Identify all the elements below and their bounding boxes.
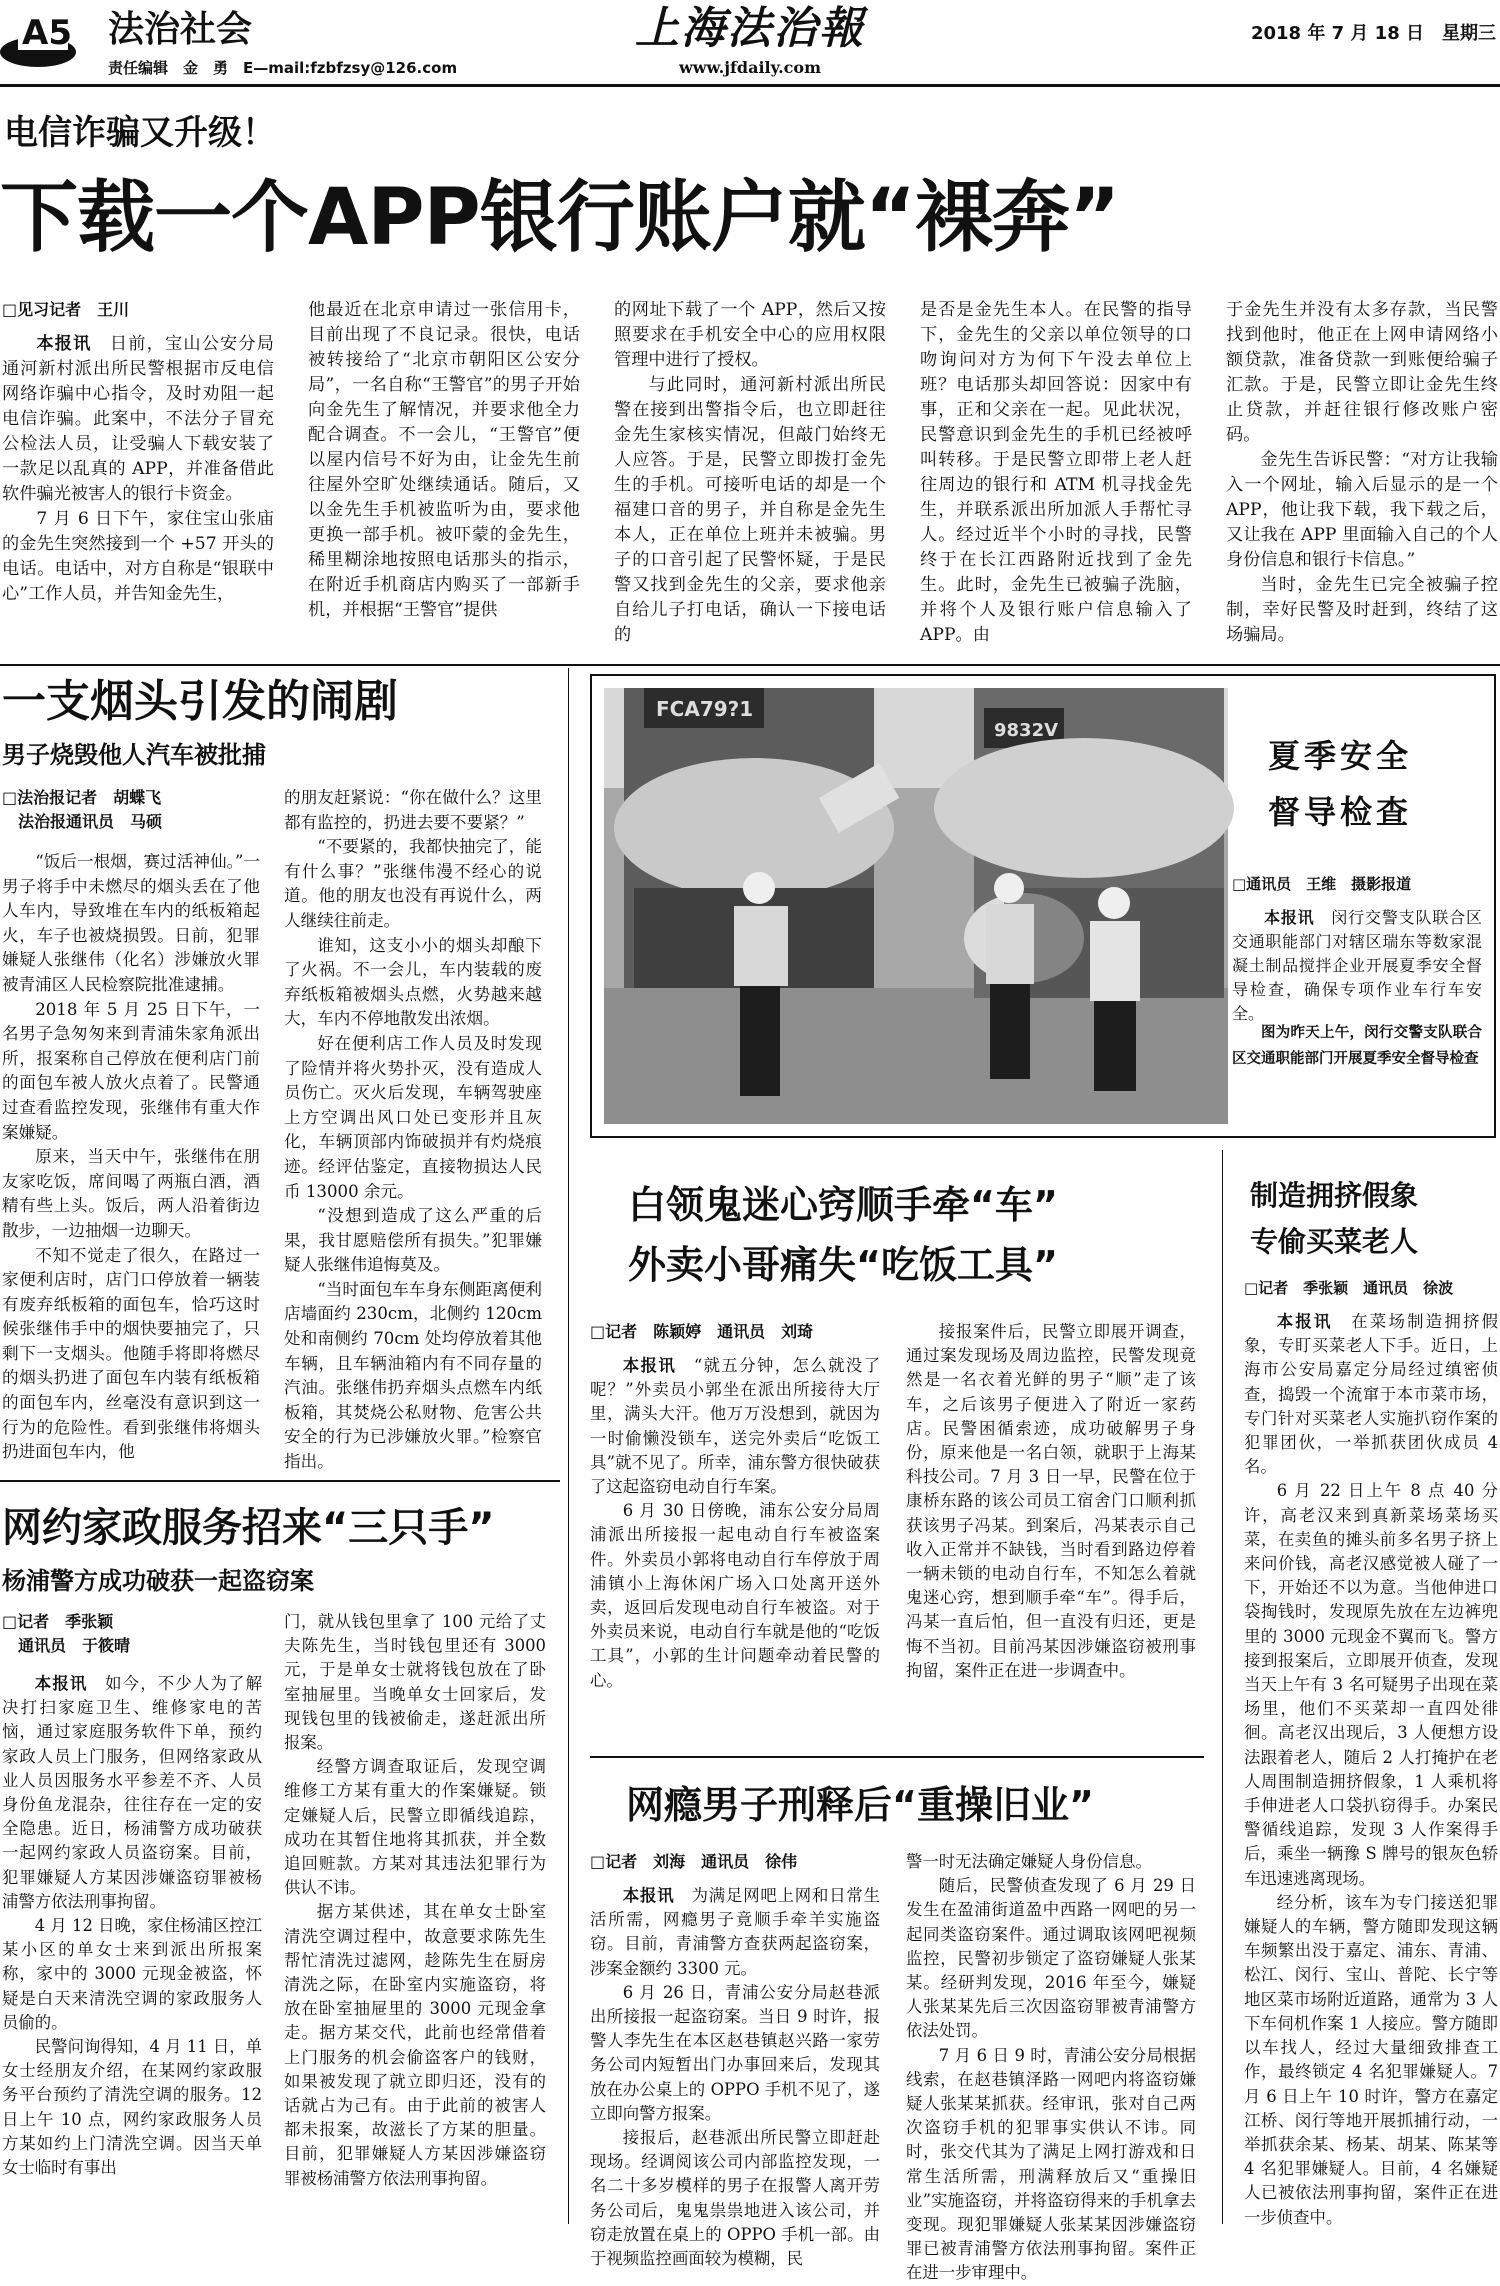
paragraph: 6 月 22 日上午 8 点 40 分许，高老汉来到真新菜场菜场买菜，在卖鱼的摊头前多名男子挤上来问价钱，高老汉感觉被人碰了一下，开始还不以为意。当他伸进口袋掏钱时，发现原先放在左边裤兜里的 3000 元现金不翼而飞。警方接到报案后，立即展开侦查，发现当天上午有 3 名可疑男子出现在菜场里，他们不买菜却一直四处徘徊。高老汉出现后，3 人便想方设法跟着老人，随后 2 人打掩护在老人周围制造拥挤假象，1 人乘机将手伸进老人口袋扒窃得手。办案民警循线追踪，发现 3 人作案得手后，乘坐一辆豫 S 牌号的银灰色轿车迅速逃离现场。	[1244, 1481, 1498, 1888]
kicker: 电信诈骗又升级！	[4, 113, 276, 153]
headline-cigarette: 一支烟头引发的闹剧	[2, 676, 398, 727]
paragraph: 接报后，赵巷派出所民警立即赶赴现场。经调阅该公司内部监控发现，一名二十多岁模样的男子在报警人离开劳务公司后，鬼鬼祟祟地进入该公司，并窃走放置在桌上的 OPPO 手机一部。由于视频监控画面较为模糊，民	[590, 2128, 880, 2269]
byline: □记者 季张颖	[2, 1612, 114, 1631]
paragraph: 本报讯 日前，宝山公安分局通河新村派出所民警根据市反电信网络诈骗中心指令，及时劝阻一起电信诈骗。此案中，不法分子冒充公检法人员，让受骗人下载安装了一款足以乱真的 APP，并准备借此软件骗光被害人的银行卡资金。	[2, 334, 274, 504]
plate-1: FCA79?1	[656, 697, 754, 721]
paragraph: “不要紧的，我都快抽完了，能有什么事？”张继伟漫不经心的说道。他的朋友也没有再说什么，两人继续往前走。	[284, 837, 542, 930]
news-photo	[604, 688, 1228, 1124]
a5-column-2	[906, 1850, 1196, 2283]
paragraph: 不知不觉走了很久，在路过一家便利店时，店门口停放着一辆装有废弃纸板箱的面包车，恰巧这时候张继伟手中的烟快要抽完了，只剩下一支烟头。他随手将即将燃尽的烟头扔进了面包车内装有纸板箱的面包车内，丝毫没有意识到这一行为的危险性。看到张继伟将烟头扔进面包车内，他	[2, 1245, 260, 1462]
photo-byline: □通讯员 王维 摄影报道	[1232, 875, 1412, 893]
paragraph: 6 月 30 日傍晚，浦东公安分局周浦派出所接报一起电动自行车被盗案件。外卖员小郭将电动自行车停放于周浦镇小上海休闲广场入口处离开送外卖，返回后发现电动自行车被盗。对于外卖员来说，电动自行车就是他的“吃饭工具”，小郭的生计问题牵动着民警的心。	[590, 1501, 880, 1690]
paragraph: 经警方调查取证后，发现空调维修工方某有重大的作案嫌疑。锁定嫌疑人后，民警立即循线追踪，成功在其暂住地将其抓获，并全数追回赃款。方某对其违法犯罪行为供认不讳。	[284, 1757, 546, 1898]
paragraph: 的网址下载了一个 APP，然后又按照要求在手机安全中心的应用权限管理中进行了授权。	[614, 300, 886, 370]
a1-column-1	[2, 298, 274, 660]
editor-line: 责任编辑 金 勇 E—mail:fzbfzsy@126.com	[108, 59, 458, 77]
subhead-cigarette: 男子烧毁他人汽车被批捕	[2, 741, 266, 769]
paragraph: 4 月 12 日晚，家住杨浦区控江某小区的单女士来到派出所报案称，家中的 3000 元现金被盗，怀疑是白天来清洗空调的家政服务人员偷的。	[2, 1916, 263, 2032]
headline-main: 下载一个APP银行账户就“裸奔”	[0, 173, 1120, 263]
plate-2: 9832V	[994, 720, 1059, 741]
paragraph: 经分析，该车为专门接送犯罪嫌疑人的车辆，警方随即发现这辆车频繁出没于嘉定、浦东、青浦、松江、闵行、宝山、普陀、长宁等地区菜市场附近道路，通常为 3 人下车伺机作案 1 人接应。警方随即以车找人，经过大量细致排查工作，最终锁定 4 名犯罪嫌疑人。7 月 6 日上午 10 时许，警方在嘉定江桥、闵行等地开展抓捕行动，一举抓获余某、杨某、胡某、陈某等 4 名犯罪嫌疑人。目前，4 名嫌疑人已被依法刑事拘留，案件正在进一步侦查中。	[1244, 1892, 1498, 2227]
a3-column-1	[2, 1610, 262, 2224]
photo-title-1: 夏季安全	[1268, 737, 1413, 775]
divider	[0, 664, 1500, 666]
paragraph: 7 月 6 日 9 时，青浦公安分局根据线索，在赵巷镇泽路一网吧内将盗窃嫌疑人张某某抓获。经审讯，张对自己两次盗窃手机的犯罪事实供认不讳。同时，张交代其为了满足上网打游戏和日常生活所需，刑满释放后又“重操旧业”实施盗窃，并将盗窃得来的手机拿去变现。现犯罪嫌疑人张某某因涉嫌盗窃罪已被青浦警方依法刑事拘留。案件正在进一步审理中。	[906, 2045, 1196, 2283]
byline: 通讯员 于筱晴	[2, 1636, 131, 1655]
paper-url: www.jfdaily.com	[678, 58, 822, 77]
photo-text: 本报讯 闵行交警支队联合区交通职能部门对辖区瑞东等数家混凝土制品搅拌企业开展夏季安全督导检查，确保专项作业车行车安全。	[1232, 908, 1482, 1023]
subhead-housekeeping: 杨浦警方成功破获一起盗窃案	[2, 1567, 314, 1595]
paragraph: 是否是金先生本人。在民警的指导下，金先生的父亲以单位领导的口吻询问对方为何下午没去单位上班？电话那头却回答说：因家中有事，正和父亲在一起。见此状况，民警意识到金先生的手机已经被呼叫转移。于是民警立即带上老人赶往周边的银行和 ATM 机寻找金先生，并联系派出所加派人手帮忙寻人。经过近半个小时的寻找，民警终于在长江西路附近找到了金先生。此时，金先生已被骗子洗脑，并将个人及银行账户信息输入了 APP。由	[920, 300, 1192, 645]
headline-market-2: 专偷买菜老人	[1250, 1225, 1419, 1258]
paragraph: 本报讯 为满足网吧上网和日常生活所需，网瘾男子竟顺手牵羊实施盗窃。目前，青浦警方查获两起盗窃案，涉案金额约 3300 元。	[590, 1886, 881, 1978]
byline: □记者 陈颖婷 通讯员 刘琦	[590, 1322, 814, 1341]
a2-column-1	[2, 786, 260, 1476]
paragraph: 据方某供述，其在单女士卧室清洗空调过程中，故意要求陈先生帮忙清洗过滤网，趁陈先生在厨房清洗之际，在卧室内实施盗窃，将放在卧室抽屉里的 3000 元现金拿走。据方某交代，此前也经常借着上门服务的机会偷盗客户的钱财，如果被发现了就立即归还，没有的话就占为己有。由于此前的被害人都未报案，故滋长了方某的胆量。目前，犯罪嫌疑人方某因涉嫌盗窃罪被杨浦警方依法刑事拘留。	[284, 1902, 546, 2188]
paragraph: 于金先生并没有太多存款，当民警找到他时，他正在上网申请网络小额贷款，准备贷款一到账便给骗子汇款。于是，民警立即让金先生终止贷款，并赶往银行修改账户密码。	[1226, 300, 1498, 445]
paragraph: 本报讯 “就五分钟，怎么就没了呢？”外卖员小郭坐在派出所接待大厅里，满头大汗。他万万没想到，就因为一时偷懒没锁车，送完外卖后“吃饭工具”就不见了。所幸，浦东警方很快破获了这起盗窃电动自行车案。	[590, 1356, 880, 1497]
photo-caption: 图为昨天上午，闵行交警支队联合区交通职能部门开展夏季安全督导检查	[1232, 1025, 1482, 1067]
column-rule	[1222, 1150, 1223, 2224]
headline-ebike-1: 白领鬼迷心窍顺手牵“车”	[628, 1183, 1058, 1227]
a2-column-2	[284, 786, 542, 1476]
paragraph: 7 月 6 日下午，家住宝山张庙的金先生突然接到一个 +57 开头的电话。电话中，对方自称是“银联中心”工作人员，并告知金先生，	[2, 509, 274, 604]
divider	[590, 1756, 1204, 1758]
photo-box	[590, 674, 1496, 1138]
headline-market-1: 制造拥挤假象	[1250, 1179, 1419, 1212]
byline: □见习记者 王川	[2, 300, 130, 319]
paragraph: 本报讯 在菜场制造拥挤假象，专盯买菜老人下手。近日，上海市公安局嘉定分局经过缜密侦查，捣毁一个流窜于本市菜市场，专门针对买菜老人实施扒窃作案的犯罪团伙，一举抓获团伙成员 4 名。	[1244, 1312, 1499, 1477]
a3-column-2	[284, 1610, 546, 2224]
a6-column	[1244, 1276, 1499, 2227]
divider	[0, 1480, 560, 1482]
column-rule	[568, 668, 569, 2224]
page-number-badge	[0, 12, 82, 68]
paragraph: 他最近在北京申请过一张信用卡，目前出现了不良记录。很快，电话被转接给了“北京市朝阳区公安分局”，一名自称“王警官”的男子开始向金先生了解情况，并要求他全力配合调查。不一会儿，“王警官”便以屋内信号不好为由，让金先生前往屋外空旷处继续通话。随后，又以金先生手机被监听为由，要求他更换一部手机。被吓蒙的金先生，稀里糊涂地按照电话那头的指示，在附近手机商店内购买了一部新手机，并根据“王警官”提供	[308, 300, 580, 620]
paragraph: 好在便利店工作人员及时发现了险情并将火势扑灭，没有造成人员伤亡。灭火后发现，车辆驾驶座上方空调出风口处已变形并且灰化，车辆顶部内饰破损并有灼烧痕迹。经评估鉴定，直接物损达人民币 13000 余元。	[284, 1033, 542, 1201]
a5-column-1	[590, 1850, 881, 2269]
paragraph: 谁知，这支小小的烟头却酿下了火祸。不一会儿，车内装载的废弃纸板箱被烟头点燃，火势越来越大，车内不停地散发出浓烟。	[284, 935, 542, 1029]
paragraph: 警一时无法确定嫌疑人身份信息。	[906, 1852, 1152, 1871]
a1-column-5	[1226, 298, 1498, 660]
a4-column-2	[906, 1320, 1196, 1750]
photo-title-2: 督导检查	[1268, 793, 1413, 831]
paragraph: 民警问询得知，4 月 11 日，单女士经朋友介绍，在某网约家政服务平台预约了清洗空调的服务。12 日上午 10 点，网约家政服务人员方某如约上门清洗空调。因当天单女士临时有事出	[2, 2037, 263, 2178]
paper-name-logo: 上海法治報	[635, 3, 865, 54]
paragraph: 接报案件后，民警立即展开调查，通过案发现场及周边监控，民警发现竟然是一名衣着光鲜的男子“顺”走了该车，之后该男子便进入了附近一家药店。民警困循索迹，成功破解男子身份，原来他是一名白领，就职于上海某科技公司。7 月 3 日一早，民警在位于康桥东路的该公司员工宿舍门口顺利抓获该男子冯某。到案后，冯某表示自己收入正常并不缺钱，当时看到路边停着一辆未锁的电动自行车，不知怎么着就鬼迷心窍，想到顺手牵“车”。得手后，冯某一直后怕，但一直没有归还，更是悔不当初。目前冯某因涉嫌盗窃被刑事拘留，案件正在进一步调查中。	[906, 1322, 1196, 1680]
paragraph: 原来，当天中午，张继伟在朋友家吃饭，席间喝了两瓶白酒，酒精有些上头。饭后，两人沿着街边散步，一边抽烟一边聊天。	[2, 1147, 260, 1240]
paragraph: 门，就从钱包里拿了 100 元给了丈夫陈先生，当时钱包里还有 3000 元，于是单女士就将钱包放在了卧室抽屉里。当晚单女士回家后，发现钱包里的钱被偷走，遂赶派出所报案。	[284, 1612, 546, 1753]
page-number: A5	[22, 13, 72, 53]
paragraph: “饭后一根烟，赛过活神仙。”一男子将手中未燃尽的烟头丢在了他人车内，导致堆在车内的纸板箱起火，车子也被烧损毁。日前，犯罪嫌疑人张继伟（化名）涉嫌放火罪被青浦区人民检察院批准逮捕。	[2, 852, 260, 994]
headline-ebike-2: 外卖小哥痛失“吃饭工具”	[628, 1243, 1058, 1287]
paragraph: 6 月 26 日，青浦公安分局赵巷派出所接报一起盗窃案。当日 9 时许，报警人李先生在本区赵巷镇赵兴路一家劳务公司内短暂出门办事回来后，发现其放在办公桌上的 OPPO 手机不见了，遂立即向警方报案。	[590, 1982, 880, 2123]
issue-date: 2018 年 7 月 18 日 星期三	[1250, 23, 1496, 44]
byline: □法治报记者 胡蝶飞	[2, 788, 162, 807]
paragraph: “没想到造成了这么严重的后果，我甘愿赔偿所有损失。”犯罪嫌疑人张继伟追悔莫及。	[284, 1206, 542, 1275]
paragraph: 2018 年 5 月 25 日下午，一名男子急匆匆来到青浦朱家角派出所，报案称自己停放在便利店门前的面包车被人放火点着了。民警通过查看监控发现，张继伟有重大作案嫌疑。	[2, 999, 260, 1142]
masthead-rule	[0, 84, 1500, 87]
byline: □记者 刘海 通讯员 徐伟	[590, 1852, 798, 1871]
a1-column-3	[614, 298, 886, 660]
byline: 法治报通讯员 马硕	[2, 812, 163, 831]
section-name: 法治社会	[108, 9, 253, 50]
a1-column-2	[308, 298, 580, 660]
headline-housekeeping: 网约家政服务招来“三只手”	[2, 1505, 495, 1551]
paragraph: 的朋友赶紧说：“你在做什么？这里都有监控的，扔进去要不要紧？”	[284, 788, 542, 832]
paragraph: 随后，民警侦查发现了 6 月 29 日发生在盈浦街道盈中西路一网吧的另一起同类盗窃案件。通过调取该网吧视频监控，民警初步锁定了盗窃嫌疑人张某某。经研判发现，2016 年至今，嫌疑人张某某先后三次因盗窃罪被青浦警方依法处罚。	[906, 1876, 1196, 2041]
paragraph: 金先生告诉民警：“对方让我输入一个网址，输入后显示的是一个 APP，他让我下载，我下载之后，又让我在 APP 里面输入自己的个人身份信息和银行卡信息。”	[1226, 450, 1498, 570]
paragraph: 与此同时，通河新村派出所民警在接到出警指令后，也立即赶往金先生家核实情况，但敲门始终无人应答。于是，民警立即拨打金先生的手机。可接听电话的却是一个福建口音的男子，并自称是金先生本人，正在单位上班并未被骗。男子的口音引起了民警怀疑，于是民警又找到金先生的父亲，要求他亲自给儿子打电话，确认一下接电话的	[614, 375, 886, 645]
byline: □记者 季张颖 通讯员 徐波	[1244, 1279, 1454, 1297]
a1-column-4	[920, 298, 1192, 660]
headline-netaddict: 网瘾男子刑释后“重操旧业”	[626, 1783, 1094, 1827]
a4-column-1	[590, 1320, 880, 1750]
paragraph: 本报讯 如今，不少人为了解决打扫家庭卫生、维修家电的苦恼，通过家庭服务软件下单，预约家政人员上门服务，但网络家政从业人员因服务水平参差不齐、人员身份鱼龙混杂，往往存在一定的安全隐患。近日，杨浦警方成功破获一起网约家政人员盗窃案。目前，犯罪嫌疑人方某因涉嫌盗窃罪被杨浦警方依法刑事拘留。	[2, 1674, 262, 1911]
paragraph: “当时面包车车身东侧距离便利店墙面约 230cm，北侧约 120cm 处和南侧约 70cm 处均停放着其他车辆，且车辆油箱内有不同存量的汽油。张继伟扔弃烟头点燃车内纸板箱，其焚烧公私财物、危害公共安全的行为已涉嫌放火罪。”检察官指出。	[284, 1279, 542, 1472]
paragraph: 当时，金先生已完全被骗子控制，幸好民警及时赶到，终结了这场骗局。	[1226, 575, 1498, 645]
